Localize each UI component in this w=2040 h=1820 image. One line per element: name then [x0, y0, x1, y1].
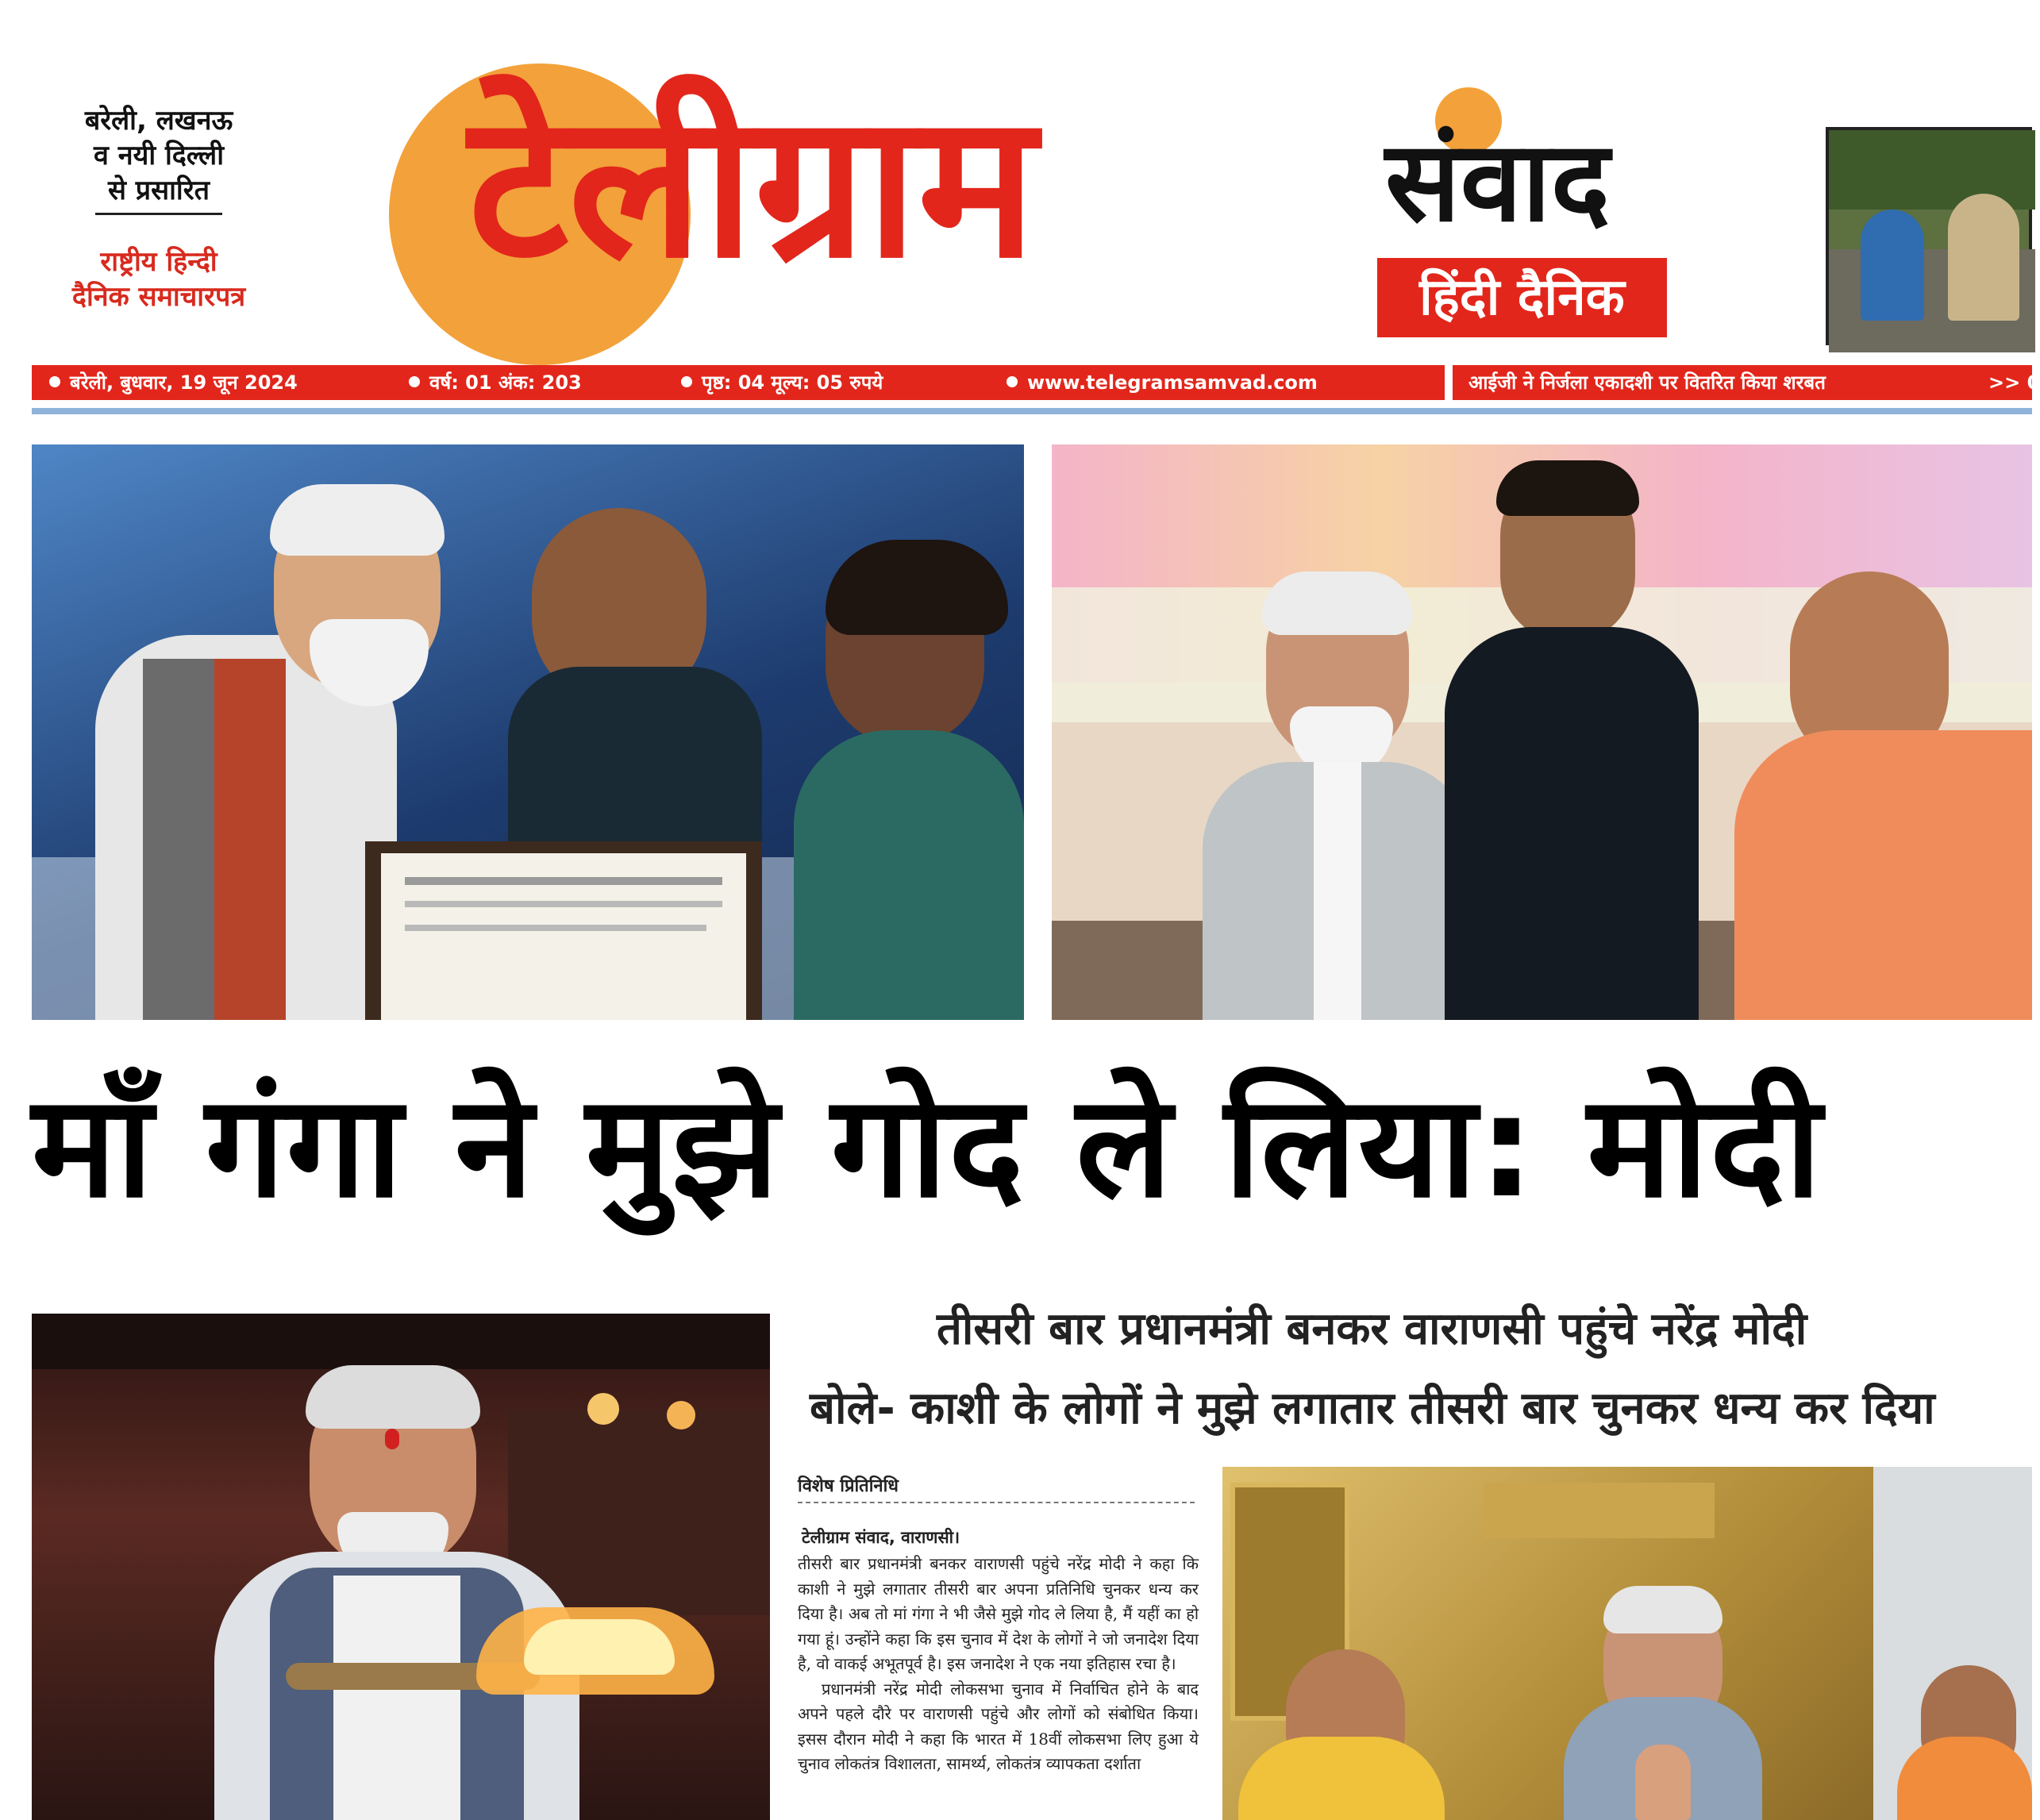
website-link[interactable]: www.telegramsamvad.com — [1007, 365, 1318, 400]
tagline-divider — [95, 213, 222, 215]
teaser-thumbnail[interactable] — [1826, 127, 2032, 345]
subheadline-2: बोले- काशी के लोगों ने मुझे लगातार तीसरी बार चुनकर धन्य कर दिया — [810, 1383, 1935, 1434]
thumbnail-person — [1861, 210, 1924, 321]
tagline-line: व नयी दिल्ली — [93, 140, 225, 171]
bullet-icon — [1007, 376, 1018, 387]
thumbnail-officer — [1948, 194, 2019, 321]
photo-ganga-aarti — [32, 1314, 770, 1820]
bullet-icon — [49, 376, 60, 387]
article-body — [798, 1552, 1199, 1777]
photo-stage-seated — [1052, 444, 2032, 1020]
pages-price: पृष्ठ: 04 मूल्य: 05 रुपये — [681, 365, 883, 400]
volume-issue: वर्ष: 01 अंक: 203 — [409, 365, 582, 400]
thumbnail-trees — [1829, 130, 2035, 210]
edition-date: बरेली, बुधवार, 19 जून 2024 — [49, 365, 298, 400]
tagline-line: बरेली, लखनऊ — [84, 105, 233, 137]
tagline-red-line: राष्ट्रीय हिन्दी — [100, 246, 217, 278]
bullet-icon — [409, 376, 420, 387]
bullet-icon — [681, 376, 692, 387]
tagline-red-line: दैनिक समाचारपत्र — [71, 281, 246, 313]
subheadline-1: तीसरी बार प्रधानमंत्री बनकर वाराणसी पहुंचे नरेंद्र मोदी — [937, 1303, 1807, 1355]
tagline-national — [32, 244, 286, 314]
tagline-broadcast — [32, 103, 286, 208]
byline: विशेष प्रितिनिधि — [798, 1476, 899, 1496]
main-headline: माँ गंगा ने मुझे गोद ले लिया: मोदी — [32, 1064, 1823, 1229]
dateline: टेलीग्राम संवाद, वाराणसी। — [802, 1528, 960, 1547]
article-paragraph: तीसरी बार प्रधानमंत्री बनकर वाराणसी पहुंचे नरेंद्र मोदी ने कहा कि काशी ने मुझे लगातार तीसरी बार अपना प्रतिनिधि चुनकर धन्य कर दिया है। अब तो मां गंगा ने भी जैसे मुझे गोद ले लिया है, मैं यहीं का हो गया हूं। उन्होंने कहा कि इस चुनाव में देश के लोगों ने जो जनादेश दिया है, वो वाकई अभूतपूर्व है। इस जनादेश ने एक नया इतिहास रचा है। — [798, 1554, 1199, 1673]
photo-certificate-presentation — [32, 444, 1024, 1020]
photo-temple-prayer — [1222, 1467, 2032, 1820]
masthead-rule — [32, 408, 2032, 414]
newspaper-title-main: टेलीग्राम — [468, 71, 1037, 302]
article-paragraph: प्रधानमंत्री नरेंद्र मोदी लोकसभा चुनाव में निर्वाचित होने के बाद अपने पहले दौरे पर वाराणसी पहुंचे और लोगों को संबोधित किया। इसस दौरान मोदी ने कहा कि भारत में 18वीं लोकसभा लिए हुआ ये चुनाव लोकतंत्र विशालता, सामर्थ्य, लोकतंत्र व्यापकता दर्शाता — [798, 1679, 1199, 1773]
tagline-line: से प्रसारित — [107, 175, 210, 206]
byline-divider — [798, 1502, 1195, 1503]
teaser-more-link[interactable]: >> 0 — [1988, 371, 2040, 394]
teaser-headline[interactable]: आईजी ने निर्जला एकादशी पर वितरित किया शरबत — [1468, 371, 1826, 394]
newspaper-badge: हिंदी दैनिक — [1377, 258, 1667, 337]
newspaper-title-second: संवाद — [1385, 117, 1611, 247]
